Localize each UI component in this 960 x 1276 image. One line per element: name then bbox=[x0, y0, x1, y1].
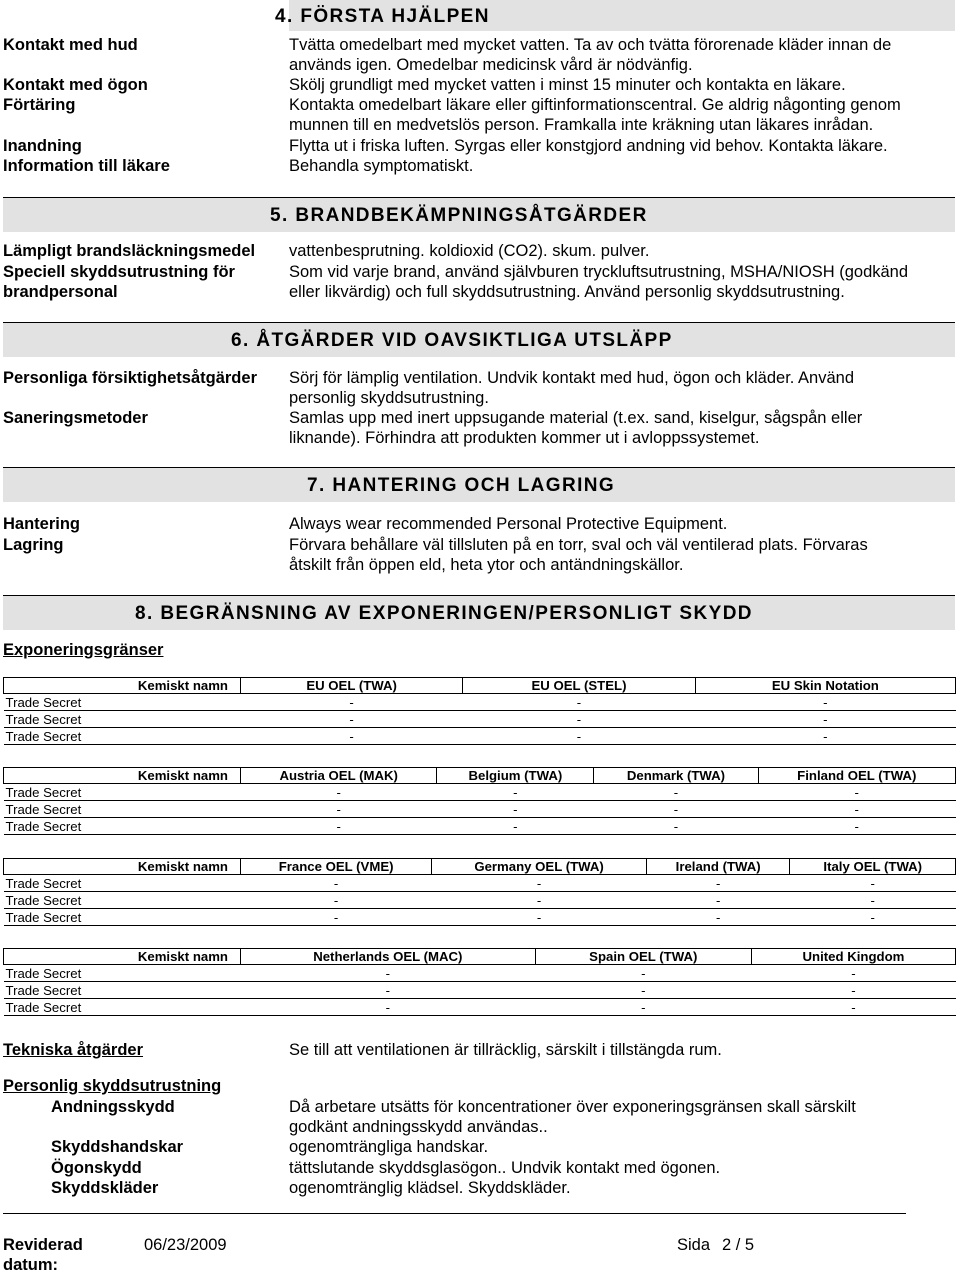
table-cell: - bbox=[695, 694, 955, 711]
personal-precautions-label: Personliga försiktighetsåtgärder bbox=[3, 369, 257, 387]
table-cell: Trade Secret bbox=[4, 875, 241, 892]
table-row bbox=[4, 694, 956, 711]
table-cell: - bbox=[463, 728, 695, 745]
table-cell: - bbox=[751, 982, 955, 999]
firefighter-ppe-label-2: brandpersonal bbox=[3, 283, 118, 301]
table-cell: - bbox=[463, 711, 695, 728]
table-row bbox=[4, 818, 956, 835]
table-cell: Trade Secret bbox=[4, 892, 241, 909]
table-row bbox=[4, 892, 956, 909]
table-cell: - bbox=[646, 875, 790, 892]
table-cell: Trade Secret bbox=[4, 909, 241, 926]
column-header: Finland OEL (TWA) bbox=[758, 768, 955, 784]
table-cell: - bbox=[695, 728, 955, 745]
table-cell: - bbox=[437, 818, 594, 835]
table-cell: Trade Secret bbox=[4, 818, 241, 835]
revised-date-label-2: datum: bbox=[3, 1256, 58, 1274]
table-cell: - bbox=[241, 818, 437, 835]
physician-info-text: Behandla symptomatiskt. bbox=[289, 157, 474, 175]
table-cell: - bbox=[241, 728, 463, 745]
physician-info-label: Information till läkare bbox=[3, 157, 170, 175]
table-cell: Trade Secret bbox=[4, 999, 241, 1016]
footer-divider bbox=[3, 1213, 906, 1214]
column-header: EU OEL (STEL) bbox=[463, 678, 695, 694]
table-cell: - bbox=[751, 999, 955, 1016]
table-cell: Trade Secret bbox=[4, 694, 241, 711]
table-row bbox=[4, 965, 956, 982]
table-cell: - bbox=[241, 875, 432, 892]
table-row bbox=[4, 801, 956, 818]
skin-contact-text-2: används igen. Omedelbar medicinsk vård är nödvänfig. bbox=[289, 56, 693, 74]
table-cell: - bbox=[241, 999, 536, 1016]
technical-measures-text: Se till att ventilationen är tillräcklig, särskilt i tillstängda rum. bbox=[289, 1041, 722, 1059]
table-cell: Trade Secret bbox=[4, 982, 241, 999]
table-cell: - bbox=[751, 965, 955, 982]
firefighter-ppe-text-1: Som vid varje brand, använd självburen tryckluftsutrustning, MSHA/NIOSH (godkänd bbox=[289, 263, 909, 281]
section-5-title: 5. BRANDBEKÄMPNINGSÅTGÄRDER bbox=[270, 205, 648, 226]
firefighter-ppe-text-2: eller likvärdig) och full skyddsutrustning. Använd personlig skyddsutrustning. bbox=[289, 283, 845, 301]
table-row bbox=[4, 711, 956, 728]
table-cell: - bbox=[758, 818, 955, 835]
ingestion-text-1: Kontakta omedelbart läkare eller giftinformationscentral. Ge aldrig någonting genom bbox=[289, 96, 901, 114]
column-header: Belgium (TWA) bbox=[437, 768, 594, 784]
table-cell: - bbox=[241, 965, 536, 982]
column-header: Kemiskt namn bbox=[4, 768, 241, 784]
page-number: 2 / 5 bbox=[722, 1236, 755, 1254]
table-row bbox=[4, 999, 956, 1016]
eye-contact-label: Kontakt med ögon bbox=[3, 76, 148, 94]
table-cell: - bbox=[695, 711, 955, 728]
table-row bbox=[4, 982, 956, 999]
table-cell: - bbox=[594, 784, 758, 801]
ppe-label: Personlig skyddsutrustning bbox=[3, 1077, 222, 1095]
table-cell: - bbox=[646, 909, 790, 926]
extinguishing-media-text: vattenbesprutning. koldioxid (CO2). skum. pulver. bbox=[289, 242, 650, 260]
table-cell: - bbox=[758, 801, 955, 818]
personal-precautions-text-1: Sörj för lämplig ventilation. Undvik kontakt med hud, ögon och kläder. Använd bbox=[289, 369, 854, 387]
column-header: EU OEL (TWA) bbox=[241, 678, 463, 694]
cleanup-methods-label: Saneringsmetoder bbox=[3, 409, 148, 427]
extinguishing-media-label: Lämpligt brandsläckningsmedel bbox=[3, 242, 256, 260]
section-7-banner bbox=[3, 467, 955, 502]
table-cell: - bbox=[535, 999, 751, 1016]
table-cell: Trade Secret bbox=[4, 784, 241, 801]
section-4-title: 4. FÖRSTA HJÄLPEN bbox=[275, 6, 490, 27]
ingestion-label: Förtäring bbox=[3, 96, 76, 114]
cleanup-methods-text-1: Samlas upp med inert uppsugande material (t.ex. sand, kiselgur, sågspån eller bbox=[289, 409, 863, 427]
respiratory-label: Andningsskydd bbox=[51, 1098, 175, 1116]
table-cell: - bbox=[646, 892, 790, 909]
protective-clothing-label: Skyddskläder bbox=[51, 1179, 159, 1197]
table-row bbox=[4, 728, 956, 745]
table-header-row bbox=[4, 859, 956, 875]
table-row bbox=[4, 875, 956, 892]
respiratory-text-2: godkänt andningsskydd användas.. bbox=[289, 1118, 548, 1136]
column-header: Austria OEL (MAK) bbox=[241, 768, 437, 784]
table-cell: - bbox=[437, 801, 594, 818]
table-cell: - bbox=[594, 818, 758, 835]
inhalation-label: Inandning bbox=[3, 137, 82, 155]
column-header: Germany OEL (TWA) bbox=[432, 859, 647, 875]
eye-protection-text: tättslutande skyddsglasögon.. Undvik kontakt med ögonen. bbox=[289, 1159, 721, 1177]
table-header-row bbox=[4, 949, 956, 965]
table-cell: - bbox=[241, 694, 463, 711]
column-header: France OEL (VME) bbox=[241, 859, 432, 875]
table-cell: Trade Secret bbox=[4, 965, 241, 982]
table-cell: - bbox=[241, 711, 463, 728]
firefighter-ppe-label-1: Speciell skyddsutrustning för bbox=[3, 263, 235, 281]
table-cell: Trade Secret bbox=[4, 801, 241, 818]
table-cell: - bbox=[241, 909, 432, 926]
section-4-banner bbox=[275, 0, 955, 31]
table-cell: - bbox=[790, 875, 956, 892]
gloves-text: ogenomträngliga handskar. bbox=[289, 1138, 489, 1156]
table-cell: - bbox=[758, 784, 955, 801]
table-cell: Trade Secret bbox=[4, 728, 241, 745]
table-row bbox=[4, 784, 956, 801]
eye-protection-label: Ögonskydd bbox=[51, 1159, 142, 1177]
table-cell: - bbox=[241, 801, 437, 818]
table-cell: - bbox=[241, 982, 536, 999]
table-cell: - bbox=[241, 892, 432, 909]
exposure-table-eu bbox=[3, 677, 956, 745]
section-6-banner bbox=[3, 322, 955, 357]
section-5-banner bbox=[3, 197, 955, 232]
section-6-title: 6. ÅTGÄRDER VID OAVSIKTLIGA UTSLÄPP bbox=[231, 330, 673, 351]
personal-precautions-text-2: personlig skyddsutrustning. bbox=[289, 389, 489, 407]
section-8-banner bbox=[3, 595, 955, 630]
section-8-title: 8. BEGRÄNSNING AV EXPONERINGEN/PERSONLIGT SKYDD bbox=[135, 603, 753, 624]
table-cell: - bbox=[432, 909, 647, 926]
technical-measures-label: Tekniska åtgärder bbox=[3, 1041, 144, 1059]
column-header: Kemiskt namn bbox=[4, 678, 241, 694]
skin-contact-label: Kontakt med hud bbox=[3, 36, 138, 54]
exposure-table-west-eu bbox=[3, 858, 956, 926]
table-cell: - bbox=[432, 892, 647, 909]
column-header: Netherlands OEL (MAC) bbox=[241, 949, 536, 965]
handling-text: Always wear recommended Personal Protective Equipment. bbox=[289, 515, 728, 533]
column-header: Spain OEL (TWA) bbox=[535, 949, 751, 965]
exposure-table-nl-es-uk bbox=[3, 948, 956, 1016]
table-cell: - bbox=[437, 784, 594, 801]
revised-date-value: 06/23/2009 bbox=[144, 1236, 227, 1254]
exposure-limits-heading: Exponeringsgränser bbox=[3, 641, 164, 659]
column-header: Kemiskt namn bbox=[4, 859, 241, 875]
table-cell: - bbox=[790, 909, 956, 926]
column-header: United Kingdom bbox=[751, 949, 955, 965]
table-cell: - bbox=[432, 875, 647, 892]
protective-clothing-text: ogenomtränglig klädsel. Skyddskläder. bbox=[289, 1179, 571, 1197]
revised-date-label-1: Reviderad bbox=[3, 1236, 83, 1254]
table-cell: - bbox=[535, 982, 751, 999]
column-header: Denmark (TWA) bbox=[594, 768, 758, 784]
column-header: Kemiskt namn bbox=[4, 949, 241, 965]
column-header: Ireland (TWA) bbox=[646, 859, 790, 875]
table-row bbox=[4, 909, 956, 926]
handling-label: Hantering bbox=[3, 515, 81, 533]
table-cell: Trade Secret bbox=[4, 711, 241, 728]
ingestion-text-2: munnen till en medvetslös person. Framkalla inte kräkning utan läkares inrådan. bbox=[289, 116, 874, 134]
storage-text-2: åtskilt från öppen eld, heta ytor och antändningskällor. bbox=[289, 556, 684, 574]
exposure-table-nordic bbox=[3, 767, 956, 835]
cleanup-methods-text-2: liknande). Förhindra att produkten kommer ut i avloppssystemet. bbox=[289, 429, 760, 447]
page-label: Sida bbox=[677, 1236, 711, 1254]
table-cell: - bbox=[463, 694, 695, 711]
inhalation-text: Flytta ut i friska luften. Syrgas eller konstgjord andning vid behov. Kontakta läkare. bbox=[289, 137, 888, 155]
storage-text-1: Förvara behållare väl tillsluten på en torr, sval och väl ventilerad plats. Förvaras bbox=[289, 536, 868, 554]
section-7-title: 7. HANTERING OCH LAGRING bbox=[307, 475, 616, 496]
storage-label: Lagring bbox=[3, 536, 64, 554]
respiratory-text-1: Då arbetare utsätts för koncentrationer över exponeringsgränsen skall särskilt bbox=[289, 1098, 856, 1116]
table-header-row bbox=[4, 768, 956, 784]
table-cell: - bbox=[535, 965, 751, 982]
table-cell: - bbox=[241, 784, 437, 801]
table-cell: - bbox=[594, 801, 758, 818]
table-header-row bbox=[4, 678, 956, 694]
eye-contact-text: Skölj grundligt med mycket vatten i minst 15 minuter och kontakta en läkare. bbox=[289, 76, 846, 94]
column-header: Italy OEL (TWA) bbox=[790, 859, 956, 875]
table-cell: - bbox=[790, 892, 956, 909]
gloves-label: Skyddshandskar bbox=[51, 1138, 184, 1156]
skin-contact-text-1: Tvätta omedelbart med mycket vatten. Ta av och tvätta förorenade kläder innan de bbox=[289, 36, 892, 54]
column-header: EU Skin Notation bbox=[695, 678, 955, 694]
